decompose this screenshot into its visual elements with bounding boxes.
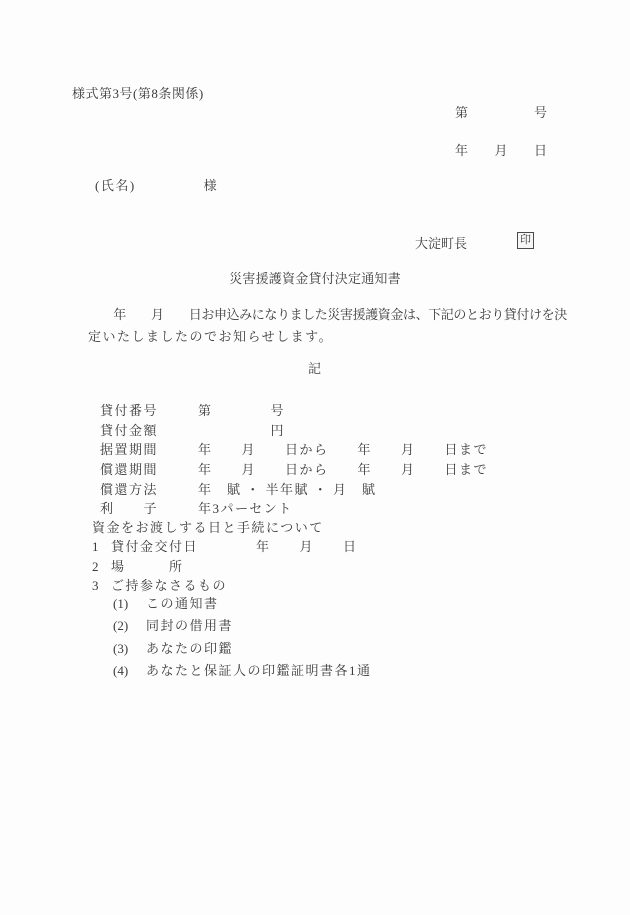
bring-items-list (113, 593, 372, 682)
recipient-honorific: 様 (203, 178, 219, 193)
issue-date-line (455, 144, 547, 157)
detail-label: 償還方法 (100, 481, 159, 497)
procedure-item-label: ご持参なさるもの (111, 577, 228, 593)
document-title: 災害援護資金貸付決定通知書 (229, 271, 401, 286)
procedure-item-number: 1 (92, 539, 99, 555)
bring-item-text: あなたと保証人の印鑑証明書各1通 (146, 662, 372, 678)
bring-item-iou (113, 615, 372, 637)
body-paragraph (88, 304, 567, 348)
detail-value: 年3パーセント (198, 501, 293, 517)
procedure-item-label: 場 所 (111, 558, 184, 574)
detail-value: 年 月 日から 年 月 日まで (198, 462, 489, 478)
detail-row-interest (100, 499, 488, 519)
body-line-1: 年 月 日お申込みになりました災害援護資金は、下記のとおり貸付けを決 (88, 307, 567, 322)
procedure-heading: 資金をお渡しする日と手続について (92, 520, 324, 535)
bring-item-text: あなたの印鑑 (146, 640, 234, 656)
body-line-2: 定いたしましたのでお知らせします。 (88, 329, 334, 344)
detail-row-loan-number (100, 401, 488, 421)
procedure-item-label: 貸付金交付日 (111, 539, 199, 555)
form-number-label: 様式第3号(第8条関係) (72, 86, 204, 101)
bring-item-number: (2) (113, 618, 129, 634)
detail-row-deferment-period (100, 440, 488, 460)
detail-value: 円 (198, 422, 286, 438)
procedure-item-number: 3 (92, 577, 99, 593)
detail-label: 貸付番号 (100, 403, 159, 418)
bring-item-text: この通知書 (146, 596, 219, 611)
detail-value: 第 号 (198, 403, 286, 418)
detail-value: 年 月 日から 年 月 日まで (198, 442, 489, 458)
bring-item-number: (4) (113, 662, 129, 678)
date-month-label: 月 (494, 143, 508, 158)
doc-number-suffix: 号 (533, 105, 547, 120)
document-number-line (455, 106, 547, 119)
detail-row-repayment-method (100, 480, 488, 500)
detail-row-repayment-period (100, 460, 488, 480)
bring-item-text: 同封の借用書 (146, 618, 234, 634)
issuer-title: 大淀町長 (415, 236, 468, 251)
detail-row-loan-amount (100, 421, 488, 441)
detail-label: 利 子 (100, 501, 159, 517)
detail-label: 償還期間 (100, 462, 159, 478)
detail-label: 貸付金額 (100, 422, 159, 438)
bring-item-number: (1) (113, 596, 129, 611)
recipient-line (95, 179, 218, 192)
detail-label: 据置期間 (100, 442, 159, 458)
date-day-label: 日 (533, 143, 547, 158)
date-year-label: 年 (455, 143, 469, 158)
doc-number-prefix: 第 (455, 105, 469, 120)
procedure-item-grant-date (92, 537, 358, 556)
official-seal-icon: 印 (517, 232, 534, 249)
bring-item-number: (3) (113, 640, 129, 656)
detail-value: 年 賦 ・ 半年賦 ・ 月 賦 (198, 481, 377, 497)
procedure-item-value: 年 月 日 (256, 539, 358, 555)
loan-details-list (100, 401, 488, 519)
bring-item-notice (113, 593, 372, 615)
recipient-name-label: (氏名) (95, 178, 136, 193)
procedure-item-place (92, 557, 358, 576)
bring-item-hanko (113, 638, 372, 660)
ki-marker: 記 (307, 361, 322, 376)
procedure-item-number: 2 (92, 558, 99, 574)
procedure-section (92, 518, 358, 595)
bring-item-seal-certificates (113, 660, 372, 682)
